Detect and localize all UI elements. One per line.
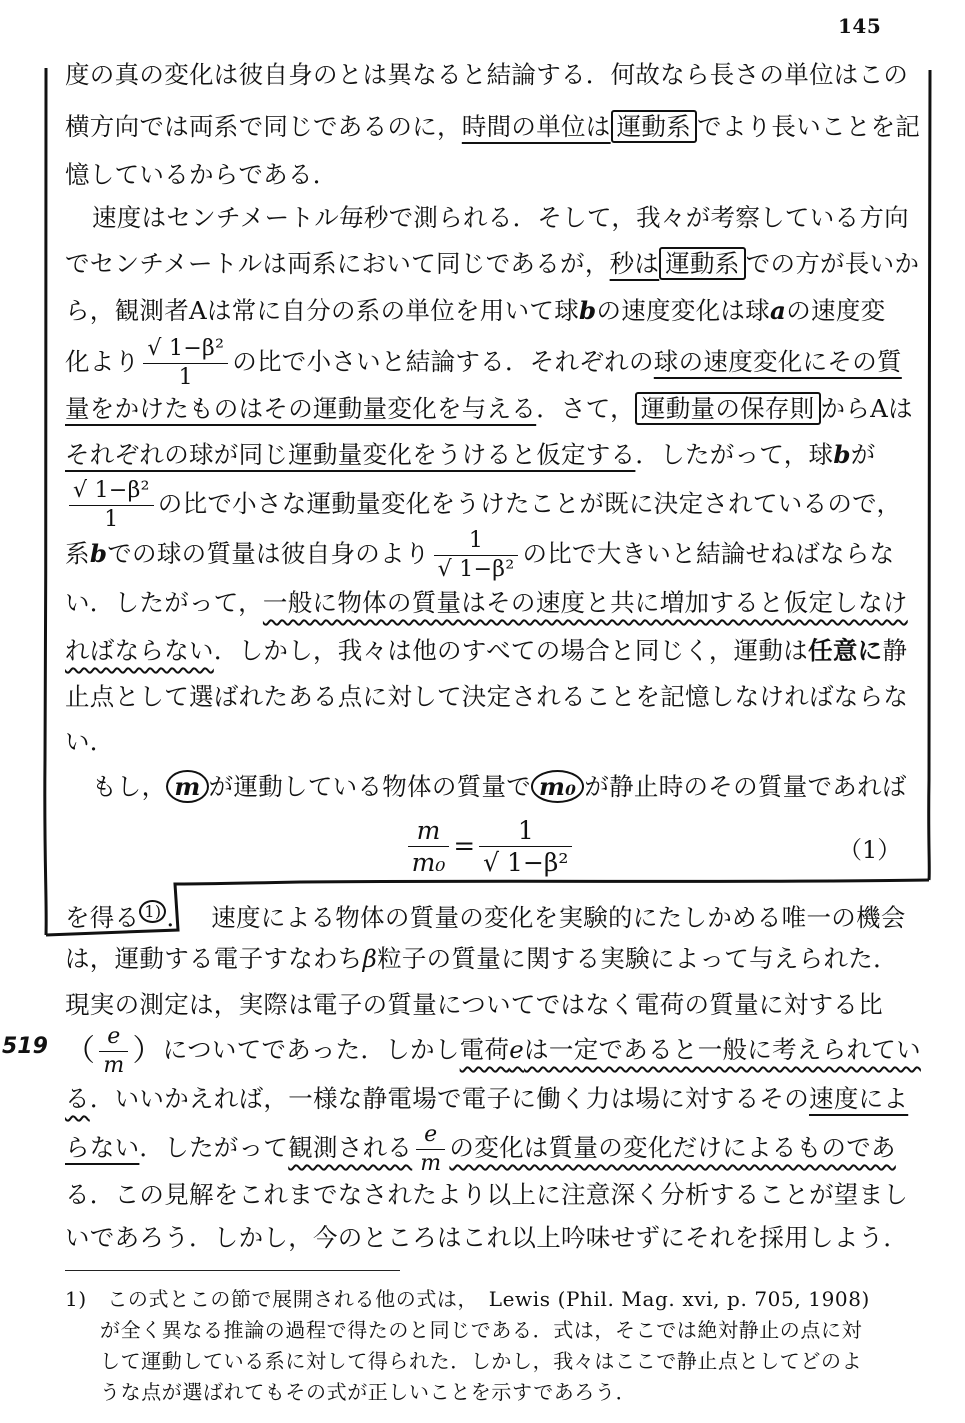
text-fragment: 横方向では両系で同じであるのに， — [65, 112, 462, 141]
fraction-denominator: 1 — [104, 507, 119, 532]
text-line-13 — [65, 634, 915, 668]
equation-lhs-numerator: m — [408, 818, 450, 847]
boxed-term: 運動量の保存則 — [635, 392, 821, 425]
wavy-underlined-phrase: 一般に物体の質量はその速度と共に増加すると仮定しなけ — [262, 588, 908, 617]
text-line-20 — [65, 1024, 921, 1078]
text-fragment: い．したがって， — [65, 588, 263, 617]
text-line-18 — [65, 942, 915, 976]
text-fragment: が静止時のその質量であれば — [584, 772, 907, 801]
text-fragment: 粒子の質量に関する実験によって与えられた． — [377, 944, 898, 973]
text-fragment: でセンチメートルは両系において同じであるが， — [65, 249, 610, 278]
text-fragment: の比で大きいと結論せねばならな — [522, 539, 895, 568]
text-fragment: での球の質量は彼自身のより — [107, 539, 430, 568]
underlined-phrase: 時間の単位は — [461, 112, 611, 141]
fraction-numerator: √ 1−β² — [143, 338, 228, 364]
text-fragment: ．しかし，我々は他のすべての場合と同じく，運動は — [213, 636, 809, 665]
underlined-phrase: らない — [65, 1133, 140, 1162]
text-fragment: ．さて， — [536, 394, 635, 423]
circled-symbol: m₀ — [531, 770, 584, 803]
boxed-term: 運動系 — [611, 110, 697, 143]
text-fragment: の変化は質量の変化だけによるものであ — [449, 1133, 896, 1162]
fraction-denominator: 1 — [178, 365, 193, 390]
wavy-underlined-phrase: ればならない — [65, 636, 214, 665]
text-line-4: 速度はセンチメートル毎秒で測られる．そして，我々が考察している方向 — [92, 203, 909, 232]
text-line-8 — [65, 392, 915, 426]
text-line-11 — [65, 530, 915, 581]
footnote-line-3: して運動している系に対して得られた．しかし，我々はここで静止点としてどのよ — [100, 1349, 863, 1373]
math-symbol: b — [579, 296, 597, 325]
equation-1 — [390, 818, 590, 875]
underlined-phrase: 秒は — [609, 249, 660, 278]
wavy-underlined-phrase — [288, 1122, 896, 1176]
text-fragment: での方が長いか — [745, 249, 920, 278]
annotation-box-right-edge — [929, 70, 930, 880]
text-line-10 — [65, 480, 915, 531]
text-fragment: を得る — [65, 903, 140, 933]
margin-note: 519 — [2, 1034, 48, 1059]
fraction — [99, 1026, 128, 1077]
equation-rhs — [479, 818, 572, 875]
text-line-12 — [65, 586, 915, 620]
text-line-15: い． — [65, 727, 115, 756]
footnote-line-2: が全く異なる推論の過程で得たのと同じである．式は，そこでは絶対静止の点に対 — [100, 1318, 863, 1342]
fraction-denominator: m — [420, 1151, 442, 1176]
text-line-17 — [65, 895, 915, 935]
text-fragment: が運動している物体の質量で — [208, 772, 532, 801]
footnote-marker: 1) — [139, 900, 166, 923]
equation-lhs-denominator: m₀ — [411, 848, 446, 877]
text-fragment: からAは — [820, 394, 913, 423]
text-fragment: ら，観測者Aは常に自分の系の単位を用いて球 — [65, 296, 579, 325]
footnote-line-4: うな点が選ばれてもその式が正しいことを示すであろう． — [100, 1380, 637, 1404]
paren-close: ） — [132, 1033, 163, 1069]
text-line-16 — [92, 770, 915, 804]
text-line-7 — [65, 338, 915, 389]
text-line-6 — [65, 294, 915, 328]
fraction-numerator: 1 — [434, 530, 519, 556]
bold-term: 任意に — [808, 636, 883, 665]
fraction — [143, 338, 228, 389]
text-line-1: 度の真の変化は彼自身のとは異なると結論する．何故なら長さの単位はこの — [65, 60, 909, 89]
text-fragment: 電荷 — [459, 1035, 510, 1064]
math-symbol: b — [89, 539, 108, 568]
fraction-denominator: √ 1−β² — [437, 557, 515, 582]
text-fragment: ．いいかえれば，一様な静電場で電子に働く力は場に対するその — [89, 1084, 810, 1113]
text-fragment: は，運動する電子すなわち — [65, 944, 363, 973]
underlined-phrase: 球の速度変化にその質 — [653, 347, 902, 376]
equation-rhs-denominator: √ 1−β² — [483, 848, 569, 877]
text-line-3: 憶しているからである． — [65, 160, 338, 189]
text-fragment: ． — [166, 903, 192, 933]
text-fragment: 化より — [65, 347, 140, 376]
math-symbol: a — [770, 296, 787, 325]
fraction — [416, 1124, 445, 1175]
underlined-phrase: 量をかけたものはその — [65, 394, 313, 423]
text-fragment: 静 — [882, 636, 908, 665]
equation-rhs-numerator: 1 — [479, 818, 572, 847]
equals-sign: = — [453, 831, 476, 862]
underlined-phrase: 速度によ — [809, 1084, 909, 1113]
text-line-5 — [65, 247, 920, 281]
text-line-2 — [65, 110, 921, 144]
text-fragment: 系 — [65, 539, 90, 568]
text-fragment: ．したがって — [139, 1133, 289, 1162]
page-number: 145 — [838, 14, 882, 38]
footnote-divider — [65, 1270, 400, 1271]
math-symbol: β — [362, 944, 378, 973]
math-symbol: e — [509, 1035, 525, 1064]
text-line-23: る．この見解をこれまでなされたより以上に注意深く分析することが望まし — [65, 1180, 909, 1209]
text-fragment: ．したがって，球 — [635, 440, 834, 469]
text-fragment: の速度変 — [786, 296, 886, 325]
footnote-line-1: 1) この式とこの節で展開される他の式は， Lewis (Phil. Mag. xvi, p. 705, 1908) — [65, 1287, 870, 1311]
text-line-19: 現実の測定は，実際は電子の質量についてではなく電荷の質量に対する比 — [65, 990, 883, 1019]
text-fragment: が — [850, 440, 876, 469]
text-line-24: いであろう．しかし，今のところはこれ以上吟味せずにそれを採用しよう． — [65, 1223, 909, 1252]
text-fragment: もし， — [92, 772, 167, 801]
underlined-phrase: それぞれの球が同じ運動量変化をうけると仮定する — [65, 440, 636, 469]
text-fragment: 観測される — [288, 1133, 413, 1162]
text-line-21 — [65, 1082, 915, 1116]
circled-symbol: m — [166, 770, 208, 803]
text-fragment: は一定であると一般に考えられてい — [524, 1035, 921, 1064]
text-fragment: の比で小さな運動量変化をうけたことが既に決定されているので， — [157, 489, 902, 518]
underlined-phrase: 運動量変化を与える — [313, 394, 537, 423]
wavy-underlined-phrase: る — [65, 1084, 90, 1113]
fraction — [69, 480, 154, 531]
wavy-underlined-phrase — [460, 1035, 921, 1064]
text-line-22 — [65, 1124, 915, 1175]
boxed-term: 運動系 — [659, 247, 745, 280]
equation-lhs — [408, 818, 450, 875]
text-fragment: の速度変化は球 — [596, 296, 771, 325]
fraction-denominator: m — [103, 1053, 125, 1078]
paren-open: （ — [65, 1033, 96, 1069]
text-fragment: の比で小さいと結論する．それぞれの — [232, 347, 654, 376]
equation-number: （1） — [838, 836, 902, 864]
text-line-14: 止点として選ばれたある点に対して決定されることを記憶しなければならな — [65, 682, 909, 711]
text-fragment: についてであった．しかし — [162, 1035, 460, 1064]
fraction — [434, 530, 519, 581]
math-symbol: b — [833, 440, 851, 469]
fraction-numerator: e — [416, 1124, 445, 1150]
text-line-9 — [65, 438, 915, 472]
fraction-numerator: e — [99, 1026, 128, 1052]
fraction-numerator: √ 1−β² — [69, 480, 154, 506]
text-fragment: でより長いことを記 — [697, 112, 921, 141]
text-fragment: 速度による物体の質量の変化を実験的にたしかめる唯一の機会 — [211, 903, 906, 933]
annotation-box-left-edge — [45, 68, 46, 935]
